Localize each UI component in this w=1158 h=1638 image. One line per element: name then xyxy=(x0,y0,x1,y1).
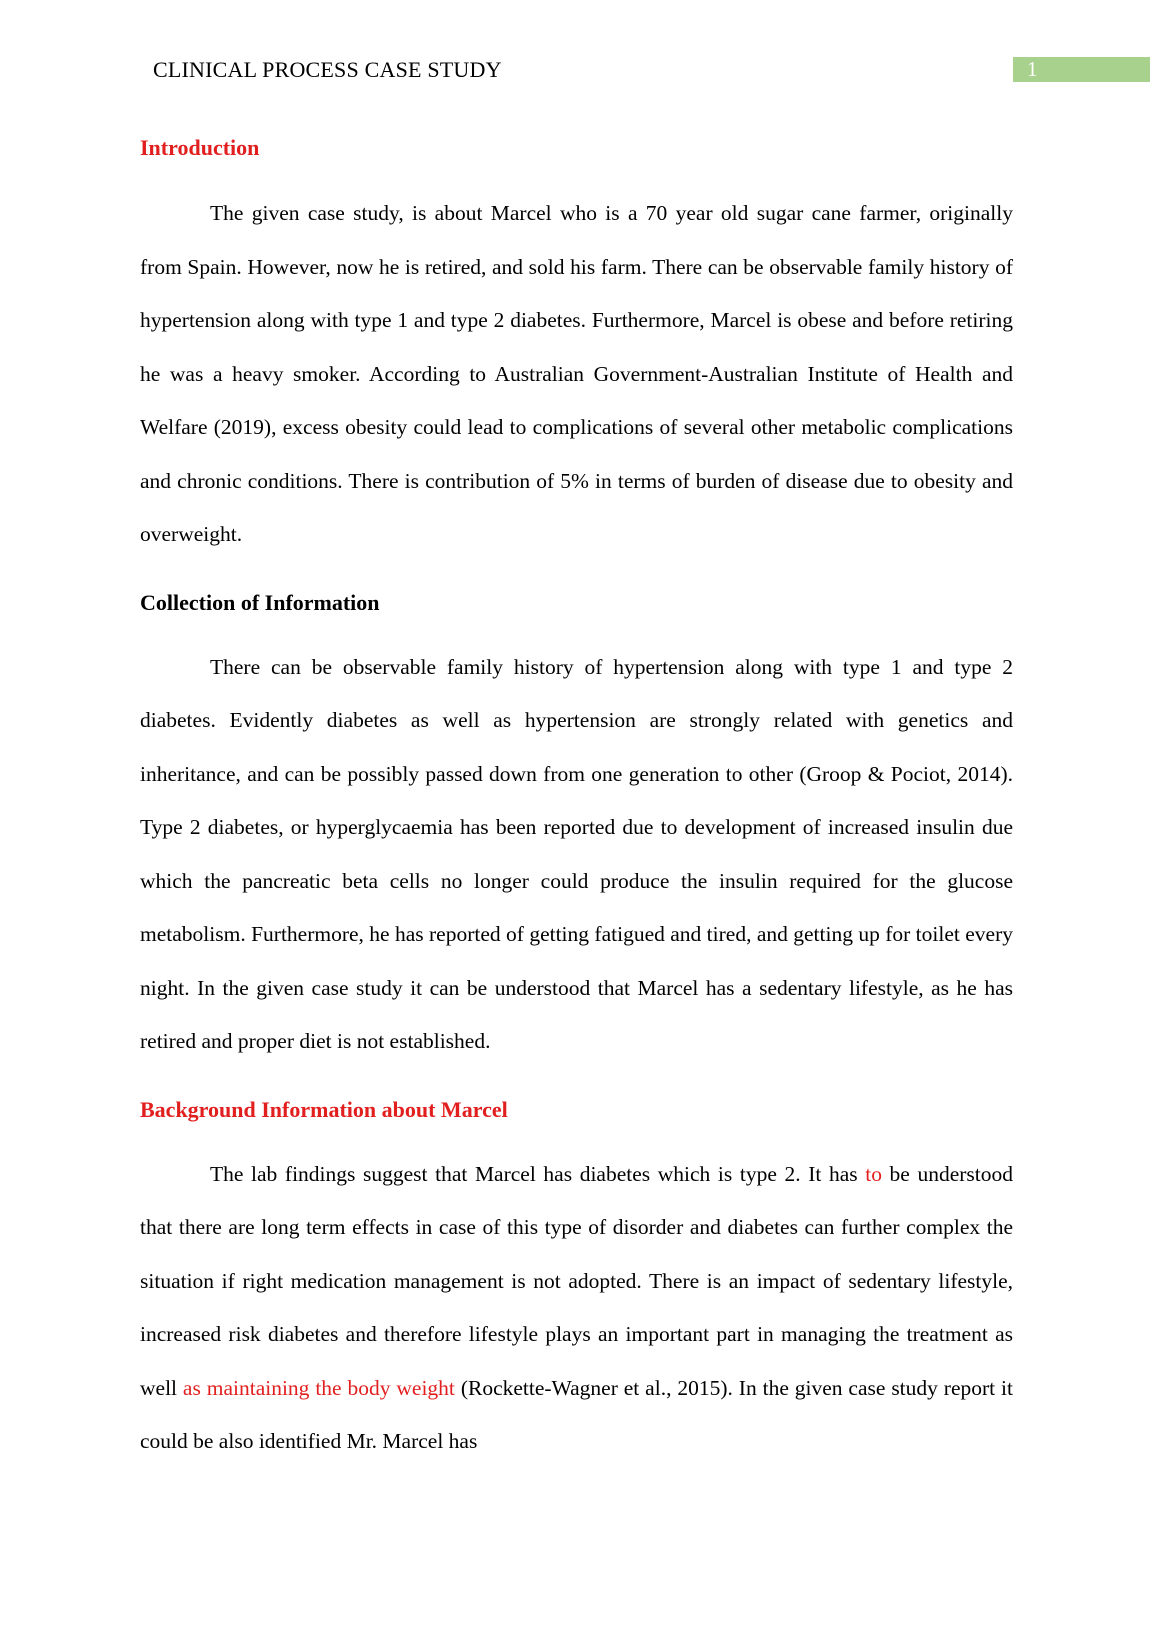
heading-background-information: Background Information about Marcel xyxy=(140,1096,508,1122)
paragraph-background-information xyxy=(140,1148,1013,1469)
page-number: 1 xyxy=(1013,57,1150,82)
background-text-part-3: (Rockette-Wagner et al., 2015). In the given case study report it could be also identified Mr. Marcel has xyxy=(140,1375,1013,1453)
running-head: CLINICAL PROCESS CASE STUDY xyxy=(153,57,502,82)
heading-collection-of-information: Collection of Information xyxy=(140,589,380,615)
background-text-part-1: The lab findings suggest that Marcel has diabetes which is type 2. It has xyxy=(210,1161,866,1186)
paragraph-collection-of-information: There can be observable family history of hypertension along with type 1 and type 2 diabetes. Evidently diabetes as well as hypertension are strongly related with genetics and inheritance, and can be possibly passed down from one generation to other (Groop & Pociot, 2014). Type 2 diabetes, or hyperglycaemia has been reported due to development of increased insulin due which the pancreatic beta cells no longer could produce the insulin required for the glucose metabolism. Furthermore, he has reported of getting fatigued and tired, and getting up for toilet every night. In the given case study it can be understood that Marcel has a sedentary lifestyle, as he has retired and proper diet is not established. xyxy=(140,654,1013,1053)
background-highlight-body-weight: as maintaining the body weight xyxy=(182,1375,455,1400)
background-text-part-2: be understood that there are long term effects in case of this type of disorder and diabetes can further complex the situation if right medication management is not adopted. There is an impact of sedentary lifestyle, increased risk diabetes and therefore lifestyle plays an important part in managing the treatment as well xyxy=(140,1161,1014,1400)
background-highlight-to: to xyxy=(865,1161,882,1186)
document-body xyxy=(140,133,1013,1469)
paragraph-introduction: The given case study, is about Marcel who is a 70 year old sugar cane farmer, originally from Spain. However, now he is retired, and sold his farm. There can be observable family history of hypertension along with type 1 and type 2 diabetes. Furthermore, Marcel is obese and before retiring he was a heavy smoker. According to Australian Government-Australian Institute of Health and Welfare (2019), excess obesity could lead to complications of several other metabolic complications and chronic conditions. There is contribution of 5% in terms of burden of disease due to obesity and overweight. xyxy=(140,201,1013,546)
heading-introduction: Introduction xyxy=(140,135,260,160)
